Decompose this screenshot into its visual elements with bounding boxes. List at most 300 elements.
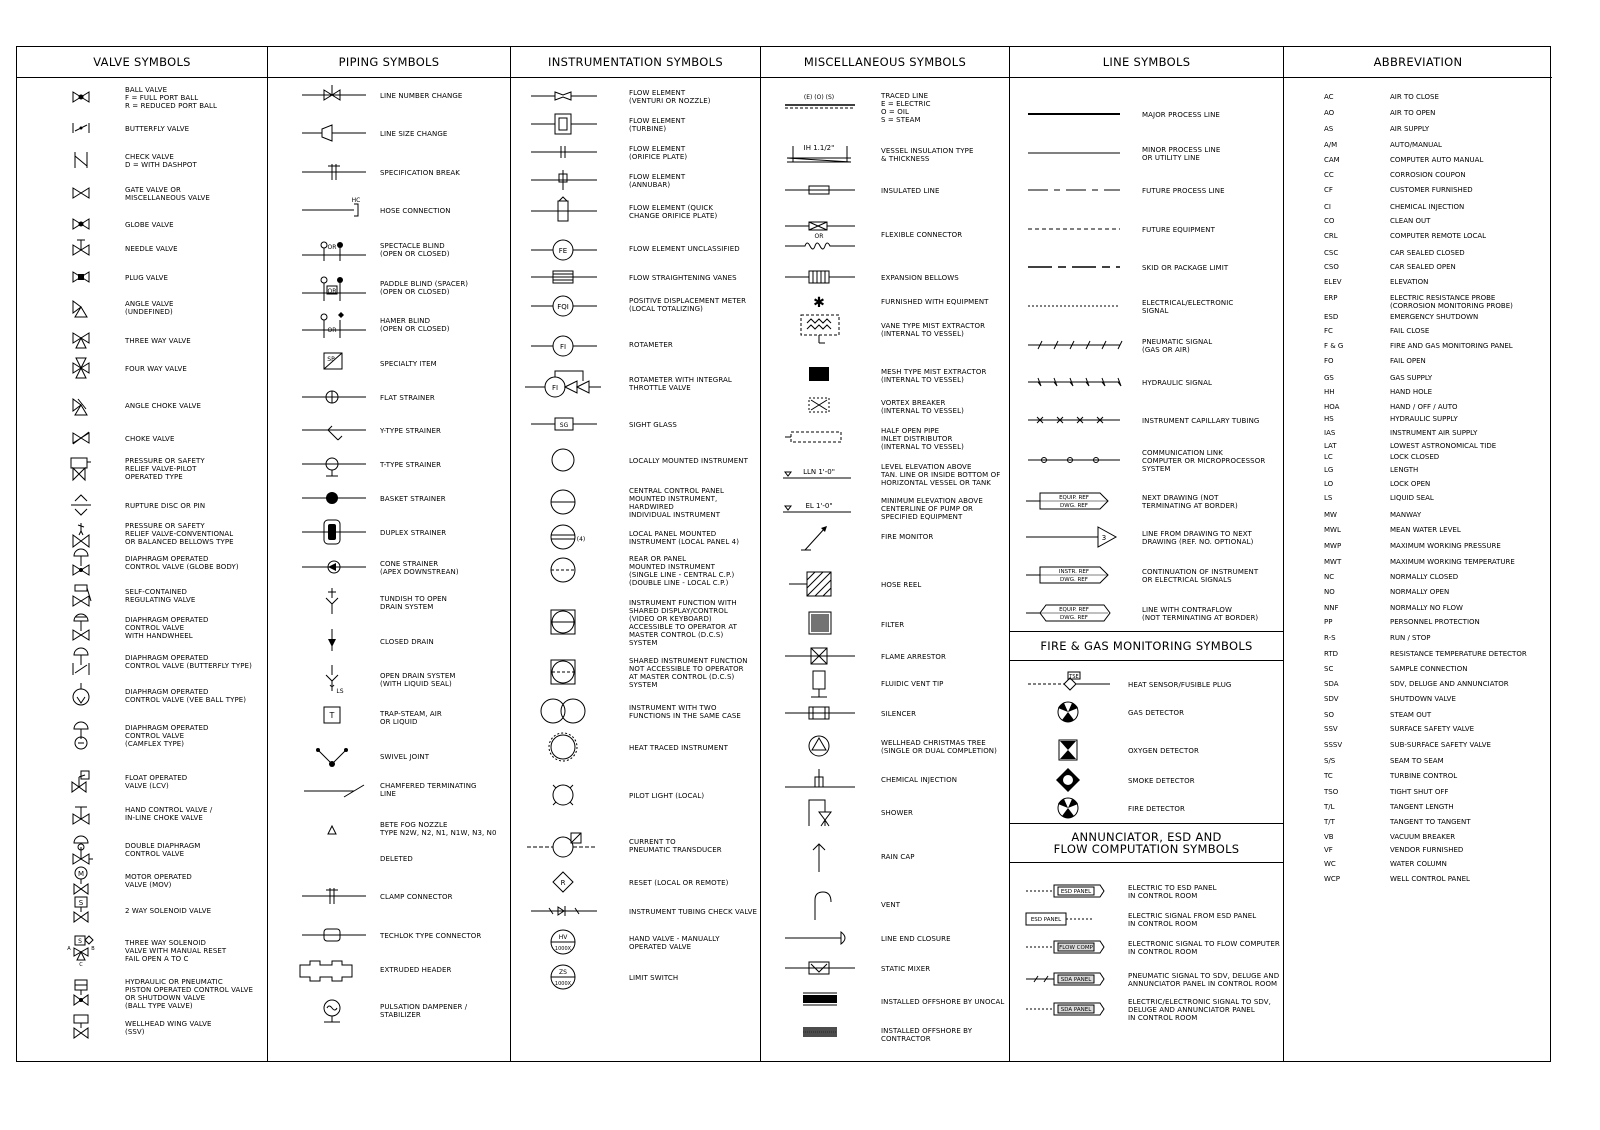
valve-symbol-label: THREE WAY VALVE <box>125 337 191 345</box>
piping-symbol-row <box>268 381 510 415</box>
misc-symbol-row <box>761 763 1009 797</box>
valve-symbol-row <box>17 718 267 754</box>
misc-symbol-label: STATIC MIXER <box>881 965 931 973</box>
abbreviation-meaning: WATER COLUMN <box>1390 860 1447 868</box>
abbreviation-meaning: SDV, DELUGE AND ANNUNCIATOR <box>1390 680 1509 688</box>
abbreviation-meaning: SUB-SURFACE SAFETY VALVE <box>1390 741 1491 749</box>
abbreviation-code: AS <box>1324 125 1334 133</box>
instrumentation-symbol-label: INSTRUMENT WITH TWO FUNCTIONS IN THE SAME CASE <box>629 704 741 720</box>
valve-symbol-label: NEEDLE VALVE <box>125 245 178 253</box>
abbreviation-code: SSV <box>1324 725 1338 733</box>
abbreviation-meaning: SURFACE SAFETY VALVE <box>1390 725 1475 733</box>
valve-symbol-label: FOUR WAY VALVE <box>125 365 187 373</box>
abbreviation-meaning: LOCK OPEN <box>1390 480 1431 488</box>
abbreviation-code: ELEV <box>1324 278 1342 286</box>
fire_gas-symbol-row <box>1010 766 1283 796</box>
line-symbol-row <box>1010 174 1283 208</box>
abbreviation-code: CSC <box>1324 249 1339 257</box>
abbreviation-code: LS <box>1324 494 1333 502</box>
piping-symbol-label: SPECTACLE BLIND (OPEN OR CLOSED) <box>380 242 450 258</box>
instrumentation-symbol-row <box>511 694 760 730</box>
hand-valve-icon <box>525 925 601 961</box>
instrumentation-symbol-label: PILOT LIGHT (LOCAL) <box>629 792 705 800</box>
abbreviation-row <box>1324 818 1585 826</box>
abbreviation-meaning: LIQUID SEAL <box>1390 494 1434 502</box>
line-symbol-label: PNEUMATIC SIGNAL (GAS OR AIR) <box>1142 338 1213 354</box>
fire_gas-symbol-row <box>1010 698 1283 728</box>
instrumentation-symbol-label: FLOW ELEMENT (VENTURI OR NOZZLE) <box>629 89 711 105</box>
electric-sda-icon <box>1024 995 1114 1025</box>
abbreviation-code: LO <box>1324 480 1334 488</box>
abbreviation-row <box>1324 604 1585 612</box>
abbreviation-meaning: STEAM OUT <box>1390 711 1432 719</box>
misc-symbol-label: FILTER <box>881 621 905 629</box>
abbreviation-row <box>1324 294 1585 310</box>
dual-function-icon <box>525 694 601 730</box>
closed-drain-icon <box>294 625 370 659</box>
instrumentation-symbol-label: LIMIT SWITCH <box>629 974 679 982</box>
abbreviation-row <box>1324 93 1585 101</box>
drawing-continuation-icon <box>1024 521 1124 555</box>
abbreviation-code: LC <box>1324 453 1333 461</box>
valve-symbol-label: ANGLE CHOKE VALVE <box>125 402 202 410</box>
check-valve-icon <box>61 143 101 179</box>
misc-symbol-label: VESSEL INSULATION TYPE & THICKNESS <box>881 147 974 163</box>
fire_gas-symbol-label: SMOKE DETECTOR <box>1128 777 1195 785</box>
contraflow-icon <box>1024 597 1124 631</box>
svg-text:M: M <box>77 870 85 878</box>
abbreviation-row <box>1324 511 1585 519</box>
svg-text:SDA PANEL: SDA PANEL <box>1060 1007 1092 1013</box>
svg-text:FQI: FQI <box>557 303 569 311</box>
abbreviation-meaning: CUSTOMER FURNISHED <box>1390 186 1473 194</box>
abbreviation-row <box>1324 480 1585 488</box>
signal-from-esd-icon <box>1024 905 1114 935</box>
piping-symbol-row <box>268 448 510 482</box>
abbreviation-code: AC <box>1324 93 1334 101</box>
abbreviation-code: T/T <box>1324 818 1335 826</box>
abbreviation-meaning: RESISTANCE TEMPERATURE DETECTOR <box>1390 650 1527 658</box>
abbreviation-code: SSSV <box>1324 741 1343 749</box>
line-symbol-row <box>1010 290 1283 324</box>
abbreviation-code: FO <box>1324 357 1334 365</box>
electric-esd-icon <box>1024 877 1114 907</box>
instrumentation-symbol-label: INSTRUMENT TUBING CHECK VALVE <box>629 908 758 916</box>
svg-text:T: T <box>329 711 335 720</box>
piping-symbol-row <box>268 194 510 228</box>
traced-line-icon <box>781 91 859 125</box>
flat-strainer-icon <box>294 381 370 415</box>
valve-symbol-label: DIAPHRAGM OPERATED CONTROL VALVE (GLOBE BODY) <box>125 555 239 571</box>
line-symbol-row <box>1010 137 1283 171</box>
instrumentation-symbol-row <box>511 287 760 323</box>
misc-symbol-label: FURNISHED WITH EQUIPMENT <box>881 298 989 306</box>
shared-hidden-icon <box>525 655 601 691</box>
abbreviation-meaning: ELECTRIC RESISTANCE PROBE (CORROSION MONITORING PROBE) <box>1390 294 1513 310</box>
sight-glass-icon <box>525 407 601 443</box>
piping-symbol-label: DELETED <box>380 855 413 863</box>
instrumentation-symbol-row <box>511 730 760 766</box>
piping-symbol-row <box>268 271 510 305</box>
fire_gas-symbol-label: HEAT SENSOR/FUSIBLE PLUG <box>1128 681 1232 689</box>
abbreviation-row <box>1324 526 1585 534</box>
piping-symbol-row <box>268 773 510 807</box>
instrumentation-symbol-label: INSTRUMENT FUNCTION WITH SHARED DISPLAY/CONTROL (VIDEO OR KEYBOARD) ACCESSIBLE TO OPERATOR AT MASTER CONTROL (D.C.S) SYSTEM <box>629 599 738 647</box>
valve-symbol-row <box>17 451 267 487</box>
instrumentation-symbol-label: FLOW STRAIGHTENING VANES <box>629 274 737 282</box>
svg-text:HC: HC <box>351 197 361 204</box>
instrumentation-symbol-row <box>511 327 760 363</box>
misc-symbol-row <box>761 922 1009 956</box>
piping-symbol-label: TRAP-STEAM, AIR OR LIQUID <box>380 710 442 726</box>
svg-text:DWG. REF: DWG. REF <box>1060 577 1088 583</box>
trap-icon <box>294 701 370 735</box>
instrumentation-symbol-row <box>511 194 760 230</box>
pneumatic-sda-icon <box>1024 965 1114 995</box>
abbreviation-code: A/M <box>1324 141 1338 149</box>
abbreviation-row <box>1324 125 1585 133</box>
pneumatic-signal-line-icon <box>1024 329 1124 363</box>
instrumentation-symbol-label: POSITIVE DISPLACEMENT METER (LOCAL TOTALIZING) <box>629 297 747 313</box>
abbreviation-row <box>1324 156 1585 164</box>
svg-text:OR: OR <box>327 327 337 334</box>
piping-symbol-row <box>268 79 510 113</box>
svg-text:OR: OR <box>327 244 337 251</box>
abbreviation-meaning: NORMALLY OPEN <box>1390 588 1450 596</box>
abbreviation-row <box>1324 542 1585 550</box>
instrumentation-symbol-row <box>511 778 760 814</box>
fire_gas-symbol-label: FIRE DETECTOR <box>1128 805 1185 813</box>
abbreviation-meaning: CLEAN OUT <box>1390 217 1431 225</box>
instrumentation-symbol-label: HAND VALVE - MANUALLY OPERATED VALVE <box>629 935 720 951</box>
instrumentation-symbol-label: CURRENT TO PNEUMATIC TRANSDUCER <box>629 838 722 854</box>
piping-symbol-label: HOSE CONNECTION <box>380 207 451 215</box>
piping-symbol-label: LINE SIZE CHANGE <box>380 130 448 138</box>
diaphragm-veeball-valve-icon <box>61 678 101 714</box>
abbreviation-code: CAM <box>1324 156 1340 164</box>
valve-symbol-label: HYDRAULIC OR PNEUMATIC PISTON OPERATED CONTROL VALVE OR SHUTDOWN VALVE (BALL TYPE VALVE) <box>125 978 254 1010</box>
abbreviation-row <box>1324 327 1585 335</box>
piping-symbol-label: TUNDISH TO OPEN DRAIN SYSTEM <box>380 595 447 611</box>
abbreviation-meaning: ELEVATION <box>1390 278 1429 286</box>
valve-symbol-label: ANGLE VALVE (UNDEFINED) <box>125 300 174 316</box>
abbreviation-meaning: MAXIMUM WORKING PRESSURE <box>1390 542 1501 550</box>
heat-sensor-icon <box>1024 670 1114 700</box>
misc-symbol-label: VANE TYPE MIST EXTRACTOR (INTERNAL TO VESSEL) <box>881 322 986 338</box>
piping-symbol-row <box>268 156 510 190</box>
piping-symbol-label: T-TYPE STRAINER <box>380 461 442 469</box>
abbreviation-code: R-S <box>1324 634 1336 642</box>
abbreviation-row <box>1324 695 1585 703</box>
valve-symbol-label: BALL VALVE F = FULL PORT BALL R = REDUCED PORT BALL <box>125 86 217 110</box>
misc-symbol-row <box>761 985 1009 1019</box>
misc-symbol-label: RAIN CAP <box>881 853 915 861</box>
abbreviation-code: LAT <box>1324 442 1337 450</box>
misc-symbol-label: SILENCER <box>881 710 917 718</box>
line-symbol-label: HYDRAULIC SIGNAL <box>1142 379 1212 387</box>
svg-text:SG: SG <box>559 422 569 429</box>
regulating-valve-icon <box>61 578 101 614</box>
svg-text:R: R <box>560 879 566 887</box>
valve-symbol-label: HAND CONTROL VALVE / IN-LINE CHOKE VALVE <box>125 806 213 822</box>
valve-symbols-header: VALVE SYMBOLS <box>17 47 267 78</box>
misc-symbol-label: FLAME ARRESTOR <box>881 653 946 661</box>
abbreviation-meaning: TURBINE CONTROL <box>1390 772 1458 780</box>
miscellaneous-symbols-header: MISCELLANEOUS SYMBOLS <box>761 47 1009 78</box>
piping-symbol-label: CLOSED DRAIN <box>380 638 434 646</box>
abbreviation-row <box>1324 141 1585 149</box>
misc-symbol-row <box>761 730 1009 764</box>
abbreviation-row <box>1324 833 1585 841</box>
instrumentation-symbol-label: FLOW ELEMENT (TURBINE) <box>629 117 686 133</box>
fire_gas-symbol-label: GAS DETECTOR <box>1128 709 1185 717</box>
abbreviation-meaning: HAND / OFF / AUTO <box>1390 403 1458 411</box>
abbreviation-row <box>1324 772 1585 780</box>
abbreviation-meaning: AIR SUPPLY <box>1390 125 1430 133</box>
instrumentation-symbol-label: CENTRAL CONTROL PANEL MOUNTED INSTRUMENT, HARDWIRED INDIVIDUAL INSTRUMENT <box>629 487 724 519</box>
abbreviation-meaning: LOWEST ASTRONOMICAL TIDE <box>1390 442 1497 450</box>
valve-symbol-label: FLOAT OPERATED VALVE (LCV) <box>125 774 188 790</box>
misc-symbol-row <box>761 458 1009 492</box>
piping-symbol-row <box>268 740 510 774</box>
four-way-valve-icon <box>61 351 101 387</box>
piping-symbol-row <box>268 919 510 953</box>
misc-symbol-label: INSTALLED OFFSHORE BY CONTRACTOR <box>881 1027 973 1043</box>
abbreviation-row <box>1324 278 1585 286</box>
abbreviation-meaning: HYDRAULIC SUPPLY <box>1390 415 1458 423</box>
svg-text:SP: SP <box>327 356 335 363</box>
misc-symbol-row <box>761 568 1009 602</box>
abbreviation-row <box>1324 374 1585 382</box>
misc-symbol-row <box>761 796 1009 830</box>
chemical-injection-icon <box>781 763 859 797</box>
annunciator-symbol-row <box>1010 995 1283 1025</box>
svg-text:1000X: 1000X <box>554 981 572 987</box>
line-number-change-icon <box>294 79 370 113</box>
valve-symbol-label: RUPTURE DISC OR PIN <box>125 502 206 510</box>
valve-symbol-row <box>17 290 267 326</box>
misc-symbol-row <box>761 91 1009 125</box>
abbreviation-meaning: CAR SEALED OPEN <box>1390 263 1456 271</box>
piping-symbol-label: Y-TYPE STRAINER <box>380 427 441 435</box>
abbreviation-code: CI <box>1324 203 1331 211</box>
svg-text:FLOW COMP: FLOW COMP <box>1059 945 1093 951</box>
vane-extractor-icon <box>781 313 859 347</box>
rear-panel-instrument-icon <box>525 553 601 589</box>
swivel-joint-icon <box>294 740 370 774</box>
svg-text:FI: FI <box>559 343 567 351</box>
next-drawing-icon <box>1024 485 1124 519</box>
annunciator-symbol-row <box>1010 965 1283 995</box>
fire-detector-icon <box>1024 794 1114 824</box>
abbreviation-code: RTD <box>1324 650 1339 658</box>
abbreviation-meaning: FIRE AND GAS MONITORING PANEL <box>1390 342 1513 350</box>
valve-symbol-row <box>17 111 267 147</box>
annunciator-symbol-label: PNEUMATIC SIGNAL TO SDV, DELUGE AND ANNUNCIATOR PANEL IN CONTROL ROOM <box>1128 972 1280 988</box>
abbreviation-meaning: TIGHT SHUT OFF <box>1390 788 1449 796</box>
valve-symbol-label: BUTTERFLY VALVE <box>125 125 190 133</box>
misc-symbol-label: FLEXIBLE CONNECTOR <box>881 231 963 239</box>
abbreviation-code: TC <box>1324 772 1333 780</box>
piping-symbol-row <box>268 586 510 620</box>
diaphragm-globe-valve-icon <box>61 545 101 581</box>
float-valve-icon <box>61 764 101 800</box>
misc-symbol-label: HALF OPEN PIPE INLET DISTRIBUTOR (INTERNAL TO VESSEL) <box>881 427 964 451</box>
abbreviation-row <box>1324 634 1585 642</box>
instrumentation-symbols-header: INSTRUMENTATION SYMBOLS <box>511 47 760 78</box>
svg-text:FI: FI <box>551 384 559 392</box>
misc-symbol-row <box>761 313 1009 347</box>
abbreviation-meaning: PERSONNEL PROTECTION <box>1390 618 1480 626</box>
svg-text:ESD PANEL: ESD PANEL <box>1060 889 1092 895</box>
line-symbol-label: INSTRUMENT CAPILLARY TUBING <box>1142 417 1260 425</box>
piping-symbol-label: LINE NUMBER CHANGE <box>380 92 463 100</box>
svg-text:S: S <box>78 938 82 945</box>
misc-symbol-label: FIRE MONITOR <box>881 533 934 541</box>
misc-symbol-label: INSULATED LINE <box>881 187 940 195</box>
misc-symbol-row <box>761 608 1009 642</box>
piping-symbol-row <box>268 880 510 914</box>
svg-text:LLN 1'-0": LLN 1'-0" <box>803 468 835 476</box>
line-symbol-label: FUTURE PROCESS LINE <box>1142 187 1225 195</box>
abbreviation-row <box>1324 171 1585 179</box>
cone-strainer-icon <box>294 551 370 585</box>
abbreviation-row <box>1324 788 1585 796</box>
signal-continuation-icon <box>1024 559 1124 593</box>
abbreviation-row <box>1324 680 1585 688</box>
abbreviation-row <box>1324 357 1585 365</box>
piping-symbol-label: BASKET STRAINER <box>380 495 446 503</box>
piping-symbol-row <box>268 812 510 846</box>
mesh-extractor-icon <box>781 359 859 393</box>
abbreviation-meaning: VENDOR FURNISHED <box>1390 846 1464 854</box>
instrumentation-symbol-label: FLOW ELEMENT (QUICK CHANGE ORIFICE PLATE) <box>629 204 718 220</box>
line-symbol-label: CONTINUATION OF INSTRUMENT OR ELECTRICAL SIGNALS <box>1142 568 1259 584</box>
misc-symbol-row <box>761 697 1009 731</box>
level-elevation-icon <box>781 458 859 492</box>
panel-instrument-icon <box>525 485 601 521</box>
line-symbol-row <box>1010 559 1283 593</box>
abbreviation-header: ABBREVIATION <box>1284 47 1552 78</box>
misc-symbol-label: VENT <box>881 901 901 909</box>
misc-symbol-row <box>761 888 1009 922</box>
instrumentation-symbol-row <box>511 553 760 589</box>
fire-gas-section-header: FIRE & GAS MONITORING SYMBOLS <box>1010 631 1283 661</box>
abbreviation-row <box>1324 494 1585 502</box>
instrumentation-symbol-row <box>511 828 760 864</box>
pulsation-dampener-icon <box>294 994 370 1028</box>
svg-text:S: S <box>78 899 84 907</box>
diaphragm-butterfly-valve-icon <box>61 644 101 680</box>
abbreviation-row <box>1324 588 1585 596</box>
abbreviation-meaning: FAIL CLOSE <box>1390 327 1430 335</box>
vessel-insulation-icon <box>781 138 859 172</box>
misc-symbol-label: VORTEX BREAKER (INTERNAL TO VESSEL) <box>881 399 964 415</box>
misc-symbol-row <box>761 390 1009 424</box>
abbreviation-row <box>1324 249 1585 257</box>
abbreviation-meaning: INSTRUMENT AIR SUPPLY <box>1390 429 1478 437</box>
capillary-tubing-line-icon <box>1024 404 1124 438</box>
abbreviation-meaning: HAND HOLE <box>1390 388 1432 396</box>
hand-control-valve-icon <box>61 796 101 832</box>
instrumentation-symbol-label: HEAT TRACED INSTRUMENT <box>629 744 729 752</box>
abbreviation-row <box>1324 466 1585 474</box>
instrumentation-symbol-row <box>511 925 760 961</box>
misc-symbol-label: CHEMICAL INJECTION <box>881 776 958 784</box>
piping-symbol-label: CHAMFERED TERMINATING LINE <box>380 782 477 798</box>
misc-symbol-row <box>761 218 1009 252</box>
piping-symbol-row <box>268 953 510 987</box>
valve-symbol-label: DIAPHRAGM OPERATED CONTROL VALVE (VEE BALL TYPE) <box>125 688 247 704</box>
svg-text:OR: OR <box>327 288 337 295</box>
abbreviation-code: TSO <box>1324 788 1339 796</box>
line-symbol-label: ELECTRICAL/ELECTRONIC SIGNAL <box>1142 299 1234 315</box>
line-symbol-label: FUTURE EQUIPMENT <box>1142 226 1215 234</box>
misc-symbol-row <box>761 667 1009 701</box>
abbreviation-code: WC <box>1324 860 1336 868</box>
misc-symbol-row <box>761 174 1009 208</box>
abbreviation-row <box>1324 650 1585 658</box>
misc-symbol-label: LEVEL ELEVATION ABOVE TAN. LINE OR INSIDE BOTTOM OF HORIZONTAL VESSEL OR TANK <box>881 463 1001 487</box>
abbreviation-code: CO <box>1324 217 1335 225</box>
piping-symbol-label: SPECIALTY ITEM <box>380 360 437 368</box>
abbreviation-code: MW <box>1324 511 1337 519</box>
fog-nozzle-icon <box>294 812 370 846</box>
svg-text:HV: HV <box>558 934 568 941</box>
valve-symbol-label: DIAPHRAGM OPERATED CONTROL VALVE (CAMFLEX TYPE) <box>125 724 209 748</box>
abbreviation-code: SDA <box>1324 680 1339 688</box>
abbreviation-code: CRL <box>1324 232 1338 240</box>
abbreviation-meaning: LOCK CLOSED <box>1390 453 1440 461</box>
vent-tip-icon <box>781 667 859 701</box>
svg-text:EQUIP. REF: EQUIP. REF <box>1059 495 1089 501</box>
abbreviation-row <box>1324 757 1585 765</box>
piping-symbol-row <box>268 347 510 381</box>
abbreviation-row <box>1324 573 1585 581</box>
line-symbol-label: LINE FROM DRAWING TO NEXT DRAWING (REF. NO. OPTIONAL) <box>1142 530 1254 546</box>
valve-symbol-row <box>17 678 267 714</box>
valve-symbol-row <box>17 976 267 1012</box>
flow-computer-icon <box>1024 933 1114 963</box>
major-process-line-icon <box>1024 98 1124 132</box>
abbreviation-row <box>1324 846 1585 854</box>
misc-symbol-label: EXPANSION BELLOWS <box>881 274 959 282</box>
line-symbol-row <box>1010 597 1283 631</box>
line-symbol-row <box>1010 521 1283 555</box>
svg-text:B: B <box>91 946 95 952</box>
gas-detector-icon <box>1024 698 1114 728</box>
line-symbol-row <box>1010 329 1283 363</box>
abbreviation-code: HH <box>1324 388 1335 396</box>
svg-text:FE: FE <box>558 247 568 255</box>
angle-choke-valve-icon <box>61 388 101 424</box>
misc-symbol-label: SHOWER <box>881 809 914 817</box>
abbreviation-meaning: FAIL OPEN <box>1390 357 1426 365</box>
three-way-solenoid-valve-icon <box>61 933 101 969</box>
abbreviation-code: LG <box>1324 466 1334 474</box>
instrumentation-symbols-column <box>511 47 761 1061</box>
misc-symbol-row <box>761 138 1009 172</box>
piping-symbol-row <box>268 233 510 267</box>
piping-symbol-row <box>268 308 510 342</box>
fire-monitor-icon <box>781 520 859 554</box>
line-symbol-label: LINE WITH CONTRAFLOW (NOT TERMINATING AT BORDER) <box>1142 606 1259 622</box>
svg-text:3: 3 <box>1101 534 1107 542</box>
line-symbols-header: LINE SYMBOLS <box>1010 47 1283 78</box>
local-panel-instrument-icon <box>525 520 601 556</box>
valve-symbol-row <box>17 578 267 614</box>
blank-symbol-slot <box>294 842 370 876</box>
